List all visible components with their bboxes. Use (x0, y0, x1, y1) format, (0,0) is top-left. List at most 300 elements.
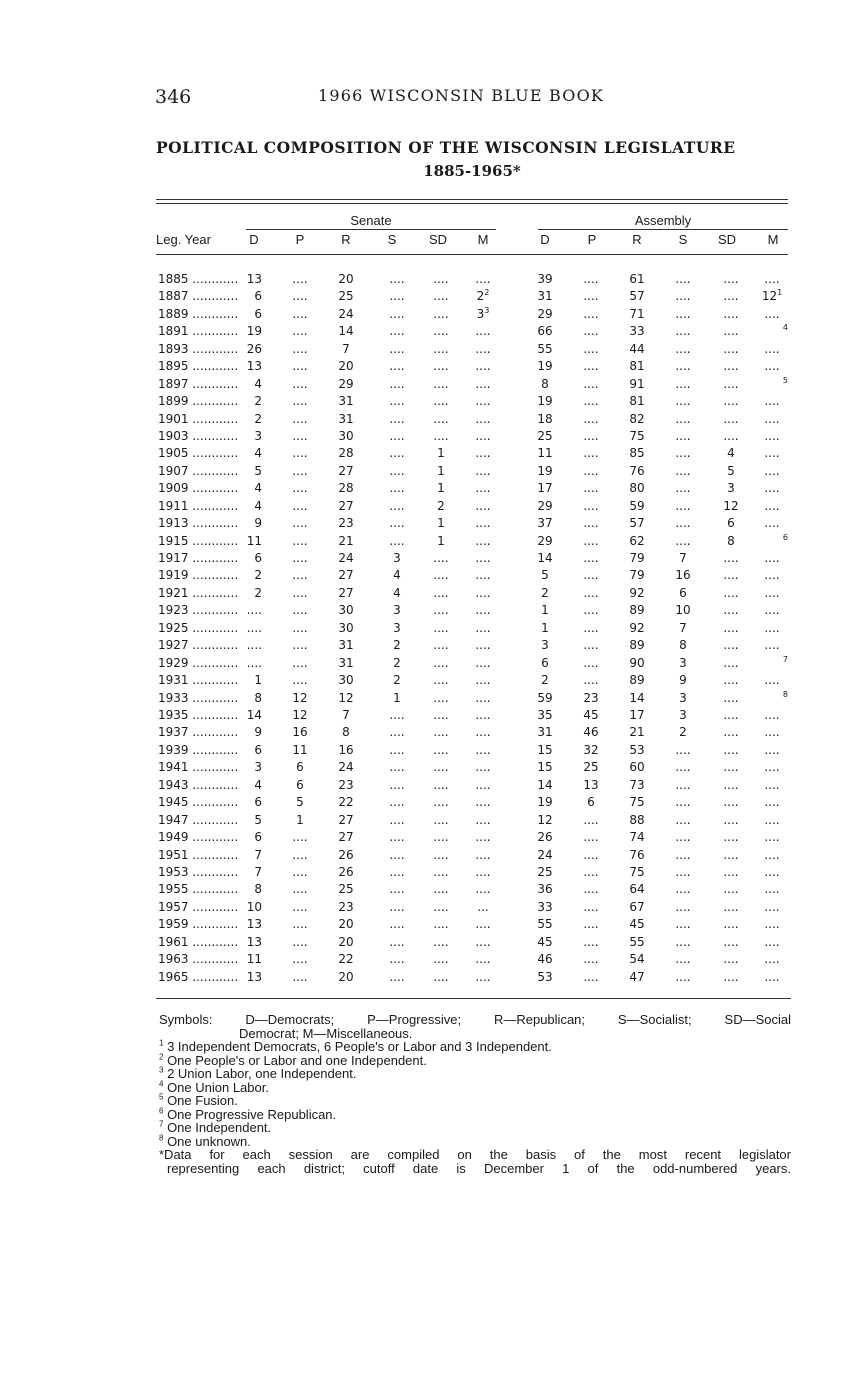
senate-sd-cell: .... (433, 742, 449, 757)
assembly-s-cell: .... (675, 742, 691, 757)
assembly-r-cell: 57 (629, 289, 645, 304)
footnote-mark: 8 (159, 1133, 164, 1143)
assembly-m-cell: .... (764, 847, 780, 862)
senate-s-cell: .... (389, 742, 405, 757)
leg-year-cell: 1935 ............ (158, 708, 239, 722)
top-rule-1 (156, 199, 788, 200)
assembly-p-cell: .... (583, 638, 599, 653)
senate-r-cell: 20 (338, 934, 354, 949)
assembly-p-cell: 25 (583, 760, 599, 775)
table-row (0, 307, 859, 324)
senate-sd-cell: .... (433, 603, 449, 618)
assembly-p-cell: .... (583, 655, 599, 670)
assembly-s-cell: .... (675, 533, 691, 548)
assembly-r-cell: 81 (629, 394, 645, 409)
senate-m-cell: .... (475, 568, 491, 583)
senate-d-cell: 6 (254, 289, 262, 304)
table-row (0, 708, 859, 725)
footnote-text: 2 Union Labor, one Independent. (163, 1066, 357, 1081)
senate-p-cell: .... (292, 934, 308, 949)
senate-r-cell: 27 (338, 812, 354, 827)
assembly-r-cell: 91 (629, 376, 645, 391)
senate-r-cell: 29 (338, 376, 354, 391)
leg-year-cell: 1933 ............ (158, 690, 239, 705)
assembly-d-cell: 31 (537, 289, 553, 304)
footnote-mark: 2 (159, 1052, 164, 1062)
senate-s-cell: 1 (393, 690, 401, 705)
symbol-s: S—Socialist; (617, 1012, 692, 1027)
assembly-p-cell: .... (583, 516, 599, 531)
footnote-item (159, 1040, 791, 1054)
assembly-m-cell (752, 324, 788, 338)
assembly-s-cell: .... (675, 428, 691, 443)
assembly-p-cell: .... (583, 673, 599, 688)
assembly-r-cell: 55 (629, 934, 645, 949)
assembly-p-cell: .... (583, 882, 599, 897)
senate-r-cell: 31 (338, 655, 354, 670)
assembly-m-cell: .... (764, 498, 780, 513)
assembly-m-cell: .... (764, 725, 780, 740)
table-row (0, 882, 859, 899)
assembly-r-header: R (632, 232, 642, 247)
assembly-d-cell: 15 (537, 742, 553, 757)
senate-sd-cell: .... (433, 359, 449, 374)
senate-d-cell: 2 (254, 411, 262, 426)
assembly-m-header: M (767, 232, 779, 247)
senate-sd-cell: .... (433, 864, 449, 879)
senate-sd-cell: .... (433, 934, 449, 949)
assembly-d-cell: 35 (537, 708, 553, 722)
senate-m-cell: .... (475, 463, 491, 478)
assembly-d-cell: 19 (537, 359, 553, 374)
assembly-sd-cell: .... (723, 899, 739, 914)
assembly-s-cell: 7 (679, 551, 687, 566)
table-row (0, 534, 859, 551)
leg-year-cell: 1953 ............ (158, 864, 239, 879)
senate-d-cell: 7 (254, 864, 262, 879)
senate-sd-cell: .... (433, 917, 449, 932)
assembly-d-cell: 11 (537, 446, 553, 461)
assembly-s-cell: .... (675, 289, 691, 304)
footnote-marker: 7 (782, 654, 788, 664)
assembly-sd-cell: .... (723, 603, 739, 618)
senate-r-cell: 14 (338, 324, 354, 339)
senate-m-cell: .... (475, 411, 491, 426)
footnote-item (159, 1121, 791, 1135)
table-row (0, 970, 859, 987)
assembly-d-cell: 33 (537, 899, 553, 914)
assembly-s-cell: 3 (679, 690, 687, 705)
senate-d-cell: 13 (246, 272, 262, 286)
senate-sd-cell: .... (433, 673, 449, 688)
assembly-r-cell: 76 (629, 847, 645, 862)
senate-m-cell: .... (475, 272, 491, 286)
senate-r-cell: 24 (338, 306, 354, 321)
assembly-s-cell: .... (675, 812, 691, 827)
assembly-sd-cell: .... (723, 969, 739, 984)
leg-year-cell: 1957 ............ (158, 899, 239, 914)
senate-d-cell: 4 (254, 376, 262, 391)
leg-year-cell: 1921 ............ (158, 585, 239, 600)
senate-s-cell: .... (389, 917, 405, 932)
senate-group-rule (246, 229, 496, 230)
senate-m-cell: .... (475, 917, 491, 932)
assembly-d-cell: 14 (537, 551, 553, 566)
assembly-p-cell: .... (583, 830, 599, 845)
leg-year-cell: 1915 ............ (158, 533, 239, 548)
senate-p-cell: .... (292, 272, 308, 286)
assembly-r-cell: 82 (629, 411, 645, 426)
senate-p-cell: .... (292, 952, 308, 967)
senate-p-cell: .... (292, 394, 308, 409)
assembly-group-label: Assembly (634, 213, 692, 228)
assembly-p-cell: 6 (587, 795, 595, 810)
assembly-sd-cell: .... (723, 428, 739, 443)
senate-m-cell: .... (475, 864, 491, 879)
leg-year-cell: 1891 ............ (158, 324, 239, 339)
assembly-sd-cell: .... (723, 917, 739, 932)
senate-p-cell: .... (292, 324, 308, 339)
footnote-marker: 8 (782, 689, 788, 699)
table-title: POLITICAL COMPOSITION OF THE WISCONSIN LEGISLATURE (156, 138, 736, 157)
senate-r-cell: 30 (338, 428, 354, 443)
senate-m-cell: ... (477, 899, 489, 914)
senate-m-cell: .... (475, 934, 491, 949)
assembly-m-cell: .... (764, 812, 780, 827)
table-row (0, 429, 859, 446)
senate-r-cell: 27 (338, 498, 354, 513)
table-row (0, 272, 859, 289)
assembly-d-cell: 1 (541, 620, 549, 635)
senate-m-cell: .... (475, 795, 491, 810)
assembly-sd-cell: .... (723, 795, 739, 810)
assembly-p-cell: .... (583, 359, 599, 374)
table-subtitle: 1885-1965* (423, 162, 521, 180)
senate-d-cell: 4 (254, 498, 262, 513)
table-row (0, 481, 859, 498)
assembly-sd-cell: .... (723, 638, 739, 653)
leg-year-cell: 1899 ............ (158, 394, 239, 409)
footnote-text: One Progressive Republican. (163, 1106, 337, 1122)
senate-m-cell: .... (475, 324, 491, 339)
assembly-m-cell: .... (764, 341, 780, 356)
senate-d-cell: 2 (254, 568, 262, 583)
table-row (0, 516, 859, 533)
senate-p-header: P (295, 232, 305, 247)
leg-year-cell: 1897 ............ (158, 376, 239, 391)
senate-s-header: S (387, 232, 397, 247)
assembly-r-cell: 59 (629, 498, 645, 513)
assembly-p-header: P (587, 232, 597, 247)
senate-d-cell: 2 (254, 585, 262, 600)
assembly-s-cell: .... (675, 394, 691, 409)
table-row (0, 289, 859, 306)
assembly-m-cell: .... (764, 882, 780, 897)
senate-r-cell: 20 (338, 969, 354, 984)
assembly-p-cell: 23 (583, 690, 599, 705)
senate-m-cell: 3$^3$ (476, 305, 490, 321)
senate-m-cell: .... (475, 376, 491, 391)
assembly-d-cell: 14 (537, 777, 553, 792)
senate-s-cell: .... (389, 952, 405, 967)
leg-year-cell: 1887 ............ (158, 289, 239, 304)
senate-p-cell: .... (292, 620, 308, 635)
assembly-s-cell: .... (675, 969, 691, 984)
senate-d-cell: 6 (254, 306, 262, 321)
assembly-p-cell: .... (583, 585, 599, 600)
senate-p-cell: .... (292, 481, 308, 496)
assembly-p-cell: .... (583, 289, 599, 304)
assembly-s-cell: .... (675, 481, 691, 496)
senate-s-cell: .... (389, 463, 405, 478)
senate-d-cell: 9 (254, 516, 262, 531)
senate-sd-header: SD (428, 232, 448, 247)
footnote-marker: 1 (777, 288, 783, 298)
senate-p-cell: .... (292, 638, 308, 653)
senate-m-cell: .... (475, 638, 491, 653)
senate-s-cell: .... (389, 324, 405, 339)
assembly-d-cell: 17 (537, 481, 553, 496)
senate-sd-cell: .... (433, 952, 449, 967)
senate-m-cell: .... (475, 690, 491, 705)
senate-p-cell: .... (292, 603, 308, 618)
table-row (0, 568, 859, 585)
assembly-d-cell: 6 (541, 655, 549, 670)
table-row (0, 603, 859, 620)
senate-sd-cell: .... (433, 289, 449, 304)
assembly-r-cell: 33 (629, 324, 645, 339)
senate-m-cell: .... (475, 359, 491, 374)
senate-sd-cell: .... (433, 655, 449, 670)
senate-s-cell: .... (389, 428, 405, 443)
senate-r-cell: 30 (338, 603, 354, 618)
senate-r-cell: 23 (338, 777, 354, 792)
assembly-sd-cell: 3 (727, 481, 735, 496)
assembly-p-cell: .... (583, 481, 599, 496)
table-row (0, 499, 859, 516)
assembly-r-cell: 80 (629, 481, 645, 496)
assembly-sd-cell: .... (723, 376, 739, 391)
senate-d-cell: 10 (246, 899, 262, 914)
assembly-sd-cell: .... (723, 394, 739, 409)
senate-s-cell: .... (389, 934, 405, 949)
senate-m-cell: .... (475, 812, 491, 827)
senate-r-cell: 27 (338, 463, 354, 478)
assembly-d-cell: 19 (537, 394, 553, 409)
senate-r-cell: 21 (338, 533, 354, 548)
assembly-d-cell: 26 (537, 830, 553, 845)
assembly-s-cell: .... (675, 341, 691, 356)
leg-year-cell: 1939 ............ (158, 742, 239, 757)
table-row (0, 359, 859, 376)
assembly-m-cell: .... (764, 463, 780, 478)
assembly-d-cell: 39 (537, 272, 553, 286)
senate-r-cell: 25 (338, 882, 354, 897)
assembly-s-cell: 3 (679, 708, 687, 722)
assembly-d-cell: 18 (537, 411, 553, 426)
assembly-s-cell: .... (675, 498, 691, 513)
symbols-line (159, 1013, 791, 1027)
senate-s-cell: 2 (393, 655, 401, 670)
leg-year-cell: 1929 ............ (158, 655, 239, 670)
leg-year-cell: 1947 ............ (158, 812, 239, 827)
assembly-r-cell: 61 (629, 272, 645, 286)
assembly-s-cell: .... (675, 272, 691, 286)
assembly-sd-cell: .... (723, 708, 739, 722)
senate-p-cell: .... (292, 446, 308, 461)
table-row (0, 551, 859, 568)
assembly-m-cell: .... (764, 394, 780, 409)
senate-r-cell: 22 (338, 952, 354, 967)
senate-s-cell: .... (389, 812, 405, 827)
assembly-d-cell: 5 (541, 568, 549, 583)
assembly-p-cell: .... (583, 917, 599, 932)
leg-year-cell: 1885 ............ (158, 272, 239, 286)
senate-p-cell: .... (292, 376, 308, 391)
senate-m-cell: .... (475, 830, 491, 845)
assembly-r-cell: 75 (629, 795, 645, 810)
table-row (0, 638, 859, 655)
assembly-p-cell: .... (583, 568, 599, 583)
leg-year-cell: 1911 ............ (158, 498, 239, 513)
senate-s-cell: .... (389, 533, 405, 548)
senate-d-cell: .... (246, 603, 262, 618)
assembly-sd-cell: .... (723, 655, 739, 670)
assembly-s-cell: .... (675, 359, 691, 374)
senate-sd-cell: 2 (437, 498, 445, 513)
senate-m-cell: .... (475, 708, 491, 722)
assembly-d-cell: 66 (537, 324, 553, 339)
assembly-m-cell: .... (764, 760, 780, 775)
senate-s-cell: .... (389, 289, 405, 304)
assembly-d-cell: 15 (537, 760, 553, 775)
footnote-text: One Fusion. (163, 1093, 238, 1108)
senate-sd-cell: .... (433, 969, 449, 984)
senate-r-cell: 24 (338, 760, 354, 775)
table-row (0, 621, 859, 638)
senate-sd-cell: .... (433, 411, 449, 426)
assembly-m-cell: .... (764, 359, 780, 374)
senate-sd-cell: .... (433, 777, 449, 792)
assembly-r-cell: 73 (629, 777, 645, 792)
assembly-d-cell: 12 (537, 812, 553, 827)
senate-m-cell: .... (475, 777, 491, 792)
assembly-m-cell: 12$^1$ (761, 288, 783, 304)
senate-r-cell: 26 (338, 847, 354, 862)
senate-sd-cell: .... (433, 708, 449, 722)
senate-sd-cell: 1 (437, 463, 445, 478)
assembly-r-cell: 57 (629, 516, 645, 531)
table-row (0, 917, 859, 934)
assembly-p-cell: .... (583, 620, 599, 635)
assembly-sd-cell: 4 (727, 446, 735, 461)
assembly-m-cell (752, 691, 788, 705)
footnotes (159, 1013, 791, 1175)
assembly-r-cell: 53 (629, 742, 645, 757)
assembly-d-cell: 25 (537, 864, 553, 879)
assembly-s-cell: .... (675, 952, 691, 967)
assembly-p-cell: 32 (583, 742, 599, 757)
senate-s-cell: .... (389, 777, 405, 792)
footnote-text: 3 Independent Democrats, 6 People's or Labor and 3 Independent. (163, 1039, 552, 1054)
senate-m-cell: .... (475, 498, 491, 513)
leg-year-cell: 1917 ............ (158, 551, 239, 566)
leg-year-cell: 1937 ............ (158, 725, 239, 740)
assembly-sd-cell: .... (723, 568, 739, 583)
senate-p-cell: 6 (296, 777, 304, 792)
assembly-sd-cell: .... (723, 411, 739, 426)
assembly-sd-cell: .... (723, 324, 739, 339)
assembly-p-cell: .... (583, 306, 599, 321)
assembly-sd-header: SD (717, 232, 737, 247)
assembly-r-cell: 71 (629, 306, 645, 321)
assembly-d-cell: 8 (541, 376, 549, 391)
senate-d-cell: 2 (254, 394, 262, 409)
senate-s-cell: .... (389, 446, 405, 461)
leg-year-cell: 1901 ............ (158, 411, 239, 426)
senate-d-cell: 1 (254, 673, 262, 688)
assembly-p-cell: 45 (583, 708, 599, 722)
senate-d-cell: 4 (254, 777, 262, 792)
senate-s-cell: 2 (393, 673, 401, 688)
assembly-r-cell: 75 (629, 428, 645, 443)
assembly-sd-cell: 5 (727, 463, 735, 478)
senate-r-cell: 8 (342, 725, 350, 740)
assembly-s-cell: .... (675, 516, 691, 531)
senate-r-cell: 28 (338, 446, 354, 461)
assembly-r-cell: 67 (629, 899, 645, 914)
table-row (0, 778, 859, 795)
leg-year-cell: 1927 ............ (158, 638, 239, 653)
header-rule (156, 254, 788, 255)
senate-s-cell: .... (389, 969, 405, 984)
senate-sd-cell: .... (433, 638, 449, 653)
senate-r-cell: 30 (338, 620, 354, 635)
assembly-d-cell: 37 (537, 516, 553, 531)
assembly-sd-cell: .... (723, 742, 739, 757)
senate-r-cell: 12 (338, 690, 354, 705)
assembly-p-cell: .... (583, 603, 599, 618)
table-row (0, 900, 859, 917)
senate-p-cell: .... (292, 341, 308, 356)
footnote-item (159, 1081, 791, 1095)
assembly-m-cell: .... (764, 272, 780, 286)
table-row (0, 324, 859, 341)
assembly-p-cell: 46 (583, 725, 599, 740)
senate-m-cell: .... (475, 603, 491, 618)
senate-d-header: D (249, 232, 259, 247)
assembly-r-cell: 62 (629, 533, 645, 548)
senate-sd-cell: .... (433, 760, 449, 775)
symbol-r: R—Republican; (493, 1012, 586, 1027)
assembly-sd-cell: .... (723, 341, 739, 356)
leg-year-cell: 1895 ............ (158, 359, 239, 374)
assembly-d-cell: 19 (537, 463, 553, 478)
assembly-d-cell: 1 (541, 603, 549, 618)
table-row (0, 865, 859, 882)
senate-s-cell: .... (389, 376, 405, 391)
senate-s-cell: .... (389, 830, 405, 845)
senate-p-cell: .... (292, 655, 308, 670)
assembly-m-cell: .... (764, 742, 780, 757)
senate-r-cell: 7 (342, 708, 350, 722)
assembly-r-cell: 89 (629, 603, 645, 618)
senate-d-cell: 6 (254, 830, 262, 845)
assembly-r-cell: 44 (629, 341, 645, 356)
assembly-m-cell: .... (764, 428, 780, 443)
senate-d-cell: 13 (246, 934, 262, 949)
footnote-mark: 7 (159, 1119, 164, 1129)
